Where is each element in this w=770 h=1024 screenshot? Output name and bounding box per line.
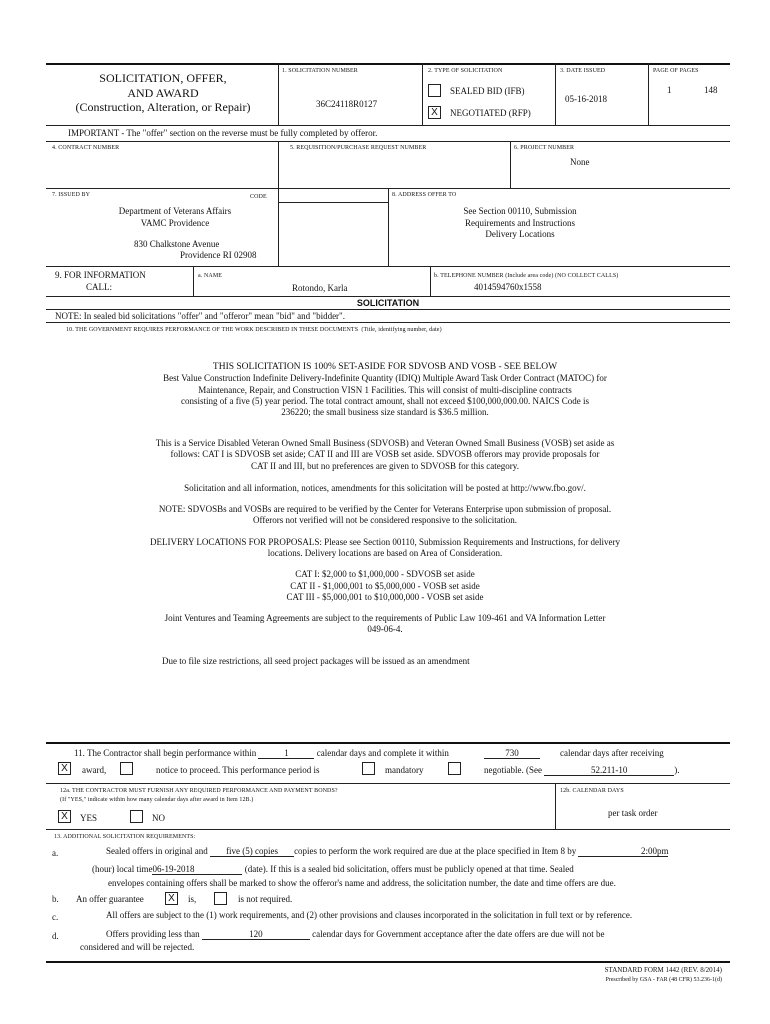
offer-guarantee-label: An offer guarantee bbox=[76, 894, 144, 904]
negotiable-text: negotiable. (See bbox=[484, 765, 542, 775]
issuing-office bbox=[100, 206, 250, 229]
bonds-yes-checkbox[interactable]: X bbox=[58, 810, 71, 823]
item-a-letter: a. bbox=[52, 848, 59, 858]
title-line: SOLICITATION, OFFER, bbox=[99, 71, 227, 85]
rule bbox=[46, 266, 730, 267]
bonds-no-checkbox[interactable] bbox=[130, 810, 143, 823]
rejection-text: considered and will be rejected. bbox=[80, 942, 195, 952]
bonds-yes-label: YES bbox=[80, 813, 98, 823]
mandatory-label: mandatory bbox=[385, 765, 424, 775]
rule bbox=[46, 141, 730, 142]
bonds-no-label: NO bbox=[152, 813, 165, 823]
item-b-letter: b. bbox=[52, 894, 59, 904]
divider bbox=[388, 188, 389, 266]
negotiated-label: NEGOTIATED (RFP) bbox=[450, 108, 531, 118]
clause-close: ). bbox=[674, 765, 680, 775]
divider bbox=[278, 63, 279, 125]
sealed-bid-checkbox[interactable] bbox=[428, 84, 441, 97]
guarantee-is-label: is, bbox=[188, 894, 197, 904]
sealed-bid-note: NOTE: In sealed bid solicitations "offer" and "offeror" mean "bid" and "bidder". bbox=[55, 311, 345, 321]
solicitation-type-label: 2. TYPE OF SOLICITATION bbox=[428, 68, 503, 74]
offers-subject-text: All offers are subject to the (1) work requirements, and (2) other provisions and clauses incorporated in the solicitation in full text or by reference. bbox=[106, 910, 633, 920]
complete-days bbox=[484, 748, 540, 759]
clause-reference: 52.211-10 bbox=[544, 765, 674, 776]
body-line: locations. Delivery locations are based on Area of Consideration. bbox=[267, 548, 503, 559]
calendar-days-label: 12b. CALENDAR DAYS bbox=[560, 788, 624, 794]
solicitation-body bbox=[60, 362, 710, 418]
divider bbox=[422, 63, 423, 125]
item-a-line2 bbox=[92, 864, 574, 875]
negotiable-checkbox[interactable] bbox=[448, 762, 461, 775]
project-number-label: 6. PROJECT NUMBER bbox=[514, 145, 575, 151]
delivery-locations bbox=[40, 537, 730, 560]
guarantee-is-checkbox[interactable]: X bbox=[165, 892, 178, 905]
calendar-days-value: per task order bbox=[608, 808, 658, 818]
info-call-label: CALL: bbox=[86, 282, 112, 292]
body-line: This is a Service Disabled Veteran Owned Small Business (SDVOSB) and Veteran Owned Small Business (VOSB) set aside as bbox=[155, 438, 615, 448]
issuer-city: Providence RI 02908 bbox=[180, 250, 257, 260]
verification-note bbox=[40, 504, 730, 527]
project-number: None bbox=[570, 157, 590, 167]
item-d-letter: d. bbox=[52, 931, 59, 941]
envelope-instructions: envelopes containing offers shall be marked to show the offeror's name and address, the solicitation number, the date and time offers are due. bbox=[108, 878, 616, 888]
page-number: 1 bbox=[667, 85, 672, 95]
rule bbox=[46, 783, 730, 784]
solicitation-heading: SOLICITATION bbox=[356, 298, 420, 308]
negotiable-label bbox=[484, 765, 679, 776]
info-label: 9. FOR INFORMATION bbox=[55, 270, 146, 280]
telephone-number: 4014594760x1558 bbox=[474, 282, 542, 292]
performance-text: 11. The Contractor shall begin performance within bbox=[74, 748, 257, 758]
sealed-bid-label: SEALED BID (IFB) bbox=[450, 86, 525, 96]
item-a-line1 bbox=[106, 846, 668, 857]
issuer-line: VAMC Providence bbox=[140, 217, 210, 228]
page-count: 148 bbox=[704, 85, 718, 95]
rule bbox=[46, 125, 730, 126]
award-checkbox[interactable]: X bbox=[58, 762, 71, 775]
fbo-notice: Solicitation and all information, notices, amendments for this solicitation will be posted at http://www.fbo.gov/. bbox=[184, 483, 586, 493]
after-receiving-text: calendar days after receiving bbox=[560, 748, 664, 758]
requisition-number-label: 5. REQUISITION/PURCHASE REQUEST NUMBER bbox=[290, 145, 427, 151]
bonds-sublabel: (If "YES," indicate within how many calendar days after award in Item 12B.) bbox=[60, 797, 254, 803]
divider bbox=[555, 783, 556, 829]
category-item: CAT I: $2,000 to $1,000,000 - SDVOSB set aside bbox=[295, 569, 475, 579]
title-line: (Construction, Alteration, or Repair) bbox=[75, 100, 251, 114]
address-line: Requirements and Instructions bbox=[465, 217, 575, 228]
body-line: 236220; the small business size standard is $36.5 million. bbox=[281, 407, 489, 418]
divider bbox=[193, 266, 194, 296]
solicitation-number: 36C24118R0127 bbox=[316, 99, 378, 109]
body-line: follows: CAT I is SDVOSB set aside; CAT II and III are VOSB set aside. SDVOSB offerors may provide proposals for bbox=[170, 449, 600, 460]
item-c-letter: c. bbox=[52, 912, 59, 922]
block11-line1 bbox=[74, 748, 449, 759]
issuer-street: 830 Chalkstone Avenue bbox=[134, 239, 220, 249]
acceptance-days: 120 bbox=[202, 929, 310, 940]
divider bbox=[278, 141, 279, 188]
rule bbox=[46, 742, 730, 744]
notice-to-proceed-label: notice to proceed. This performance period is bbox=[156, 765, 320, 775]
pages-label: PAGE OF PAGES bbox=[653, 68, 699, 74]
block10-title: 10. THE GOVERNMENT REQUIRES PERFORMANCE OF THE WORK DESCRIBED IN THESE DOCUMENTS bbox=[66, 327, 359, 333]
offers-providing-text: Offers providing less than bbox=[106, 929, 200, 939]
start-days: 1 bbox=[258, 748, 314, 759]
category-item: CAT II - $1,000,001 to $5,000,000 - VOSB set aside bbox=[290, 580, 480, 591]
offer-address bbox=[420, 206, 620, 241]
top-rule bbox=[46, 63, 730, 65]
complete-text: calendar days and complete it within bbox=[316, 748, 449, 758]
issued-by-label: 7. ISSUED BY bbox=[52, 192, 91, 198]
rule bbox=[46, 322, 730, 323]
title-line: AND AWARD bbox=[127, 85, 199, 100]
award-label: award, bbox=[82, 765, 107, 775]
rule bbox=[46, 296, 730, 297]
body-line: Joint Ventures and Teaming Agreements are subject to the requirements of Public Law 109-461 and VA Information Letter bbox=[164, 613, 606, 623]
copies-text: copies to perform the work required are due at the place specified in Item 8 by bbox=[294, 846, 577, 856]
joint-ventures bbox=[40, 613, 730, 636]
due-time: 2:00pm bbox=[578, 846, 668, 857]
divider bbox=[430, 266, 431, 296]
issuer-line: Department of Veterans Affairs bbox=[118, 206, 232, 216]
divider bbox=[278, 188, 279, 266]
contact-name: Rotondo, Karla bbox=[292, 283, 348, 293]
guarantee-not-checkbox[interactable] bbox=[214, 892, 227, 905]
copies-count: five (5) copies bbox=[210, 846, 294, 857]
form-title bbox=[50, 71, 276, 115]
body-line: 049-06-4. bbox=[367, 624, 403, 635]
telephone-label: b. TELEPHONE NUMBER (Include area code) (NO COLLECT CALLS) bbox=[434, 273, 619, 279]
notice-to-proceed-checkbox[interactable] bbox=[120, 762, 133, 775]
body-line: consisting of a five (5) year period. The total contract amount, shall not exceed $100,000,000.00. NAICS Code is bbox=[181, 395, 589, 406]
rule bbox=[46, 309, 730, 310]
date-issued: 05-16-2018 bbox=[565, 94, 607, 104]
block10-subtitle: (Title, identifying number, date) bbox=[361, 327, 442, 333]
acceptance-text: calendar days for Government acceptance after the date offers are due will not be bbox=[312, 929, 605, 939]
address-line: See Section 00110, Submission bbox=[463, 206, 577, 216]
body-line: NOTE: SDVOSBs and VOSBs are required to be verified by the Center for Veterans Enterprise upon submission of proposal. bbox=[158, 504, 612, 514]
date-issued-label: 3. DATE ISSUED bbox=[560, 68, 606, 74]
amendment-note: Due to file size restrictions, all seed project packages will be issued as an amendment bbox=[162, 656, 470, 666]
category-item: CAT III - $5,000,001 to $10,000,000 - VOSB set aside bbox=[286, 592, 484, 602]
contract-number-label: 4. CONTRACT NUMBER bbox=[52, 145, 120, 151]
solicitation-number-label: 1. SOLICITATION NUMBER bbox=[282, 68, 358, 74]
address-line: Delivery Locations bbox=[485, 229, 555, 239]
block10-label bbox=[66, 327, 442, 333]
code-label: CODE bbox=[250, 194, 267, 200]
address-offer-label: 8. ADDRESS OFFER TO bbox=[392, 192, 457, 198]
date-text: (date). If this is a sealed bid solicitation, offers must be publicly opened at that time. Sealed bbox=[244, 864, 574, 874]
form-number: STANDARD FORM 1442 (REV. 8/2014) bbox=[604, 966, 722, 974]
mandatory-checkbox[interactable] bbox=[362, 762, 375, 775]
body-line: DELIVERY LOCATIONS FOR PROPOSALS: Please see Section 00110, Submission Requirements and Instructions, for delivery bbox=[149, 537, 621, 547]
body-line: Offerors not verified will not be considered responsive to the solicitation. bbox=[252, 515, 518, 526]
hour-label: (hour) local time bbox=[92, 864, 153, 874]
important-notice: IMPORTANT - The "offer" section on the reverse must be fully completed by offeror. bbox=[68, 128, 378, 138]
additional-requirements-label: 13. ADDITIONAL SOLICITATION REQUIREMENTS: bbox=[54, 834, 196, 840]
category-list bbox=[40, 569, 730, 604]
setaside-paragraph bbox=[40, 438, 730, 472]
due-date: 06-19-2018 bbox=[152, 864, 242, 875]
name-label: a. NAME bbox=[198, 273, 223, 279]
prescribed-by: Prescribed by GSA - FAR (48 CFR) 53.236-1(d) bbox=[605, 977, 722, 983]
body-line: CAT II and III, but no preferences are given to SDVOSB for this category. bbox=[251, 460, 519, 471]
divider bbox=[510, 141, 511, 188]
divider bbox=[555, 63, 556, 125]
guarantee-not-label: is not required. bbox=[238, 894, 293, 904]
body-line: Maintenance, Repair, and Construction VISN 1 Facilities. This will consist of multi-discipline contracts bbox=[198, 384, 572, 395]
item-d-line1 bbox=[106, 929, 605, 940]
bonds-label: 12a. THE CONTRACTOR MUST FURNISH ANY REQUIRED PERFORMANCE AND PAYMENT BONDS? bbox=[60, 788, 338, 794]
negotiated-checkbox[interactable]: X bbox=[428, 106, 441, 119]
bottom-rule bbox=[46, 961, 730, 963]
complete-days-value: 730 bbox=[484, 748, 540, 759]
divider bbox=[648, 63, 649, 125]
setaside-title: THIS SOLICITATION IS 100% SET-ASIDE FOR SDVOSB AND VOSB - SEE BELOW bbox=[212, 362, 558, 372]
sealed-offers-text: Sealed offers in original and bbox=[106, 846, 208, 856]
rule bbox=[46, 829, 730, 830]
body-line: Best Value Construction Indefinite Delivery-Indefinite Quantity (IDIQ) Multiple Award Task Order Contract (MATOC) for bbox=[163, 373, 607, 384]
rule bbox=[278, 202, 388, 203]
